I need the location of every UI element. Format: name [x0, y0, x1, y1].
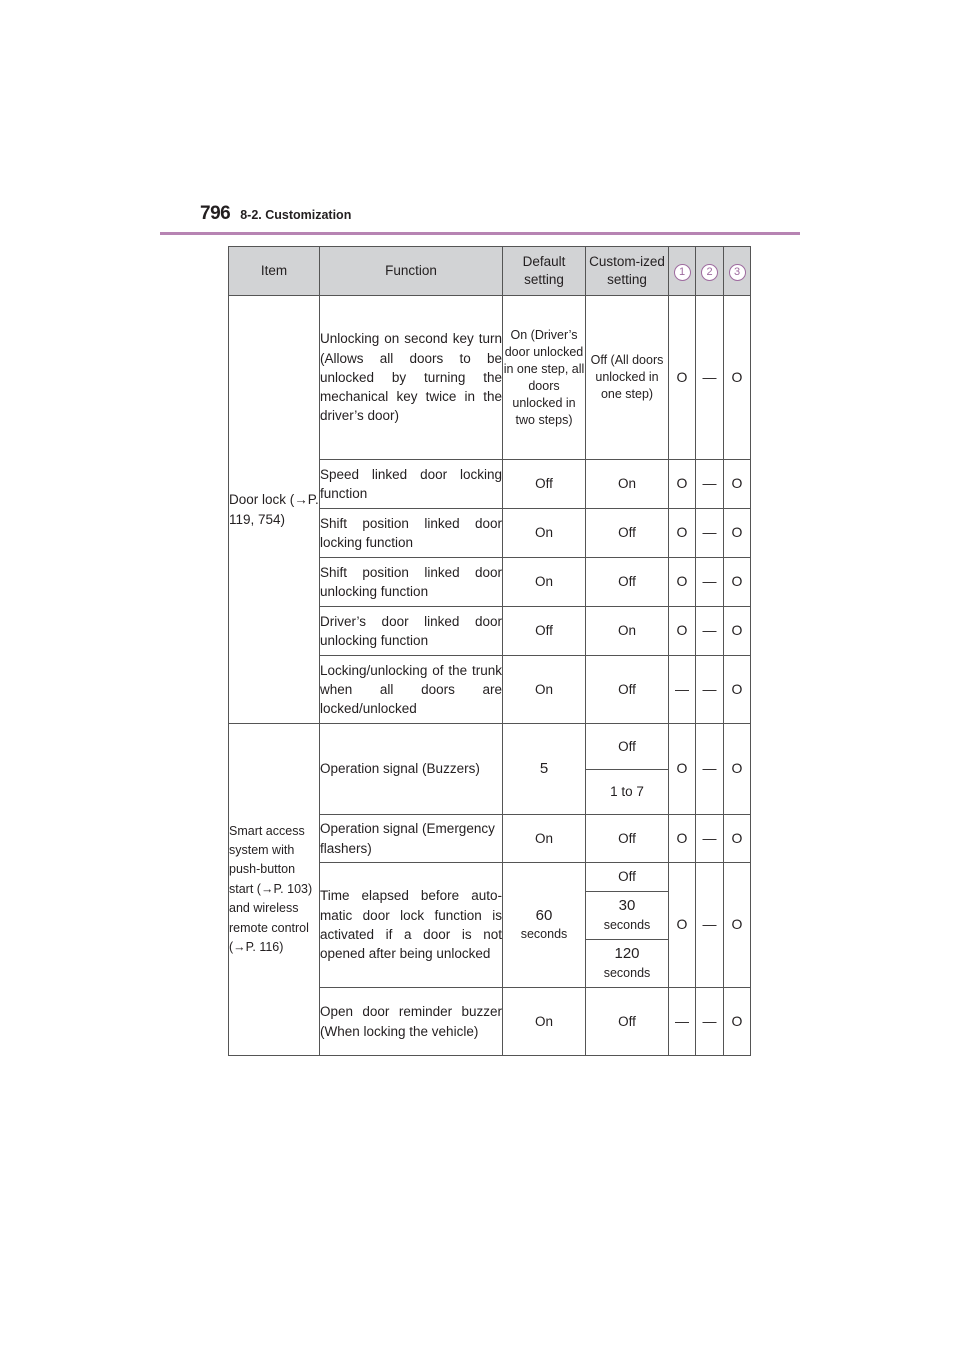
method-3-cell: O	[724, 460, 751, 509]
custom-cell: On	[586, 607, 669, 656]
method-2-cell: —	[696, 863, 724, 988]
default-cell: 5	[503, 724, 586, 815]
function-cell: Locking/unlocking of the trunk when all doors are locked/unlocked	[320, 656, 503, 724]
custom-unit: seconds	[603, 917, 651, 932]
method-2-cell: —	[696, 460, 724, 509]
method-1-cell: O	[669, 724, 696, 815]
default-cell: On	[503, 988, 586, 1056]
custom-cell: Off	[586, 558, 669, 607]
function-cell: Time elapsed before auto-matic door lock function is activated if a door is not opened after being unlocked	[320, 863, 503, 988]
default-unit: seconds	[520, 927, 568, 941]
header-divider	[160, 232, 800, 235]
custom-cell: Off	[586, 988, 669, 1056]
function-cell: Operation signal (Buzzers)	[320, 724, 503, 815]
custom-cell: Off	[586, 656, 669, 724]
method-2-cell: —	[696, 607, 724, 656]
method-2-cell: —	[696, 815, 724, 863]
page-header	[200, 203, 351, 225]
custom-cell	[586, 892, 669, 940]
header-customized-setting: Custom-ized setting	[586, 247, 669, 296]
method-1-cell: O	[669, 296, 696, 460]
method-3-cell: O	[724, 863, 751, 988]
item-smart-access: Smart access system with push-button start (→P. 103) and wireless remote control (→P. 116)	[229, 724, 320, 1056]
default-cell: Off	[503, 460, 586, 509]
method-1-cell: O	[669, 509, 696, 558]
method-3-cell: O	[724, 296, 751, 460]
function-cell: Speed linked door locking function	[320, 460, 503, 509]
method-3-cell: O	[724, 724, 751, 815]
default-cell: On (Driver’s door unlocked in one step, all doors unlocked in two steps)	[503, 296, 586, 460]
method-3-cell: O	[724, 607, 751, 656]
default-cell: On	[503, 656, 586, 724]
method-1-cell: O	[669, 558, 696, 607]
header-method-1	[669, 247, 696, 296]
custom-value: 30	[618, 897, 636, 915]
custom-value: 120	[614, 945, 640, 963]
default-cell: On	[503, 815, 586, 863]
function-cell: Operation signal (Emergency flashers)	[320, 815, 503, 863]
method-2-cell: —	[696, 296, 724, 460]
circled-number-3-icon: 3	[729, 264, 746, 281]
custom-cell: Off	[586, 815, 669, 863]
method-2-cell: —	[696, 724, 724, 815]
method-1-cell: O	[669, 863, 696, 988]
circled-number-2-icon: 2	[701, 264, 718, 281]
section-title: 8-2. Customization	[240, 208, 352, 222]
function-cell: Shift position linked door unlocking function	[320, 558, 503, 607]
method-1-cell: —	[669, 988, 696, 1056]
function-cell: Open door reminder buzzer (When locking the vehicle)	[320, 988, 503, 1056]
table-header-row	[229, 247, 751, 296]
method-3-cell: O	[724, 558, 751, 607]
custom-cell: On	[586, 460, 669, 509]
default-cell: On	[503, 558, 586, 607]
customization-table	[228, 246, 751, 1056]
method-1-cell: O	[669, 460, 696, 509]
method-2-cell: —	[696, 509, 724, 558]
default-cell: Off	[503, 607, 586, 656]
item-door-lock: Door lock (→P. 119, 754)	[229, 296, 320, 724]
method-2-cell: —	[696, 988, 724, 1056]
circled-number-1-icon: 1	[674, 264, 691, 281]
table-row	[229, 724, 751, 770]
default-cell: On	[503, 509, 586, 558]
header-item: Item	[229, 247, 320, 296]
method-3-cell: O	[724, 815, 751, 863]
default-value: 60	[535, 906, 553, 924]
custom-cell: Off	[586, 509, 669, 558]
function-cell: Shift position linked door locking function	[320, 509, 503, 558]
custom-cell: Off	[586, 724, 669, 770]
method-1-cell: —	[669, 656, 696, 724]
custom-unit: seconds	[603, 965, 651, 980]
method-2-cell: —	[696, 558, 724, 607]
method-1-cell: O	[669, 815, 696, 863]
header-function: Function	[320, 247, 503, 296]
custom-cell	[586, 940, 669, 988]
function-cell: Unlocking on second key turn (Allows all doors to be unlocked by turning the mechanical key twice in the driver’s door)	[320, 296, 503, 460]
custom-cell: Off (All doors unlocked in one step)	[586, 296, 669, 460]
method-3-cell: O	[724, 988, 751, 1056]
table-row	[229, 296, 751, 460]
header-default-setting: Default setting	[503, 247, 586, 296]
method-3-cell: O	[724, 656, 751, 724]
function-cell: Driver’s door linked door unlocking function	[320, 607, 503, 656]
page-number: 796	[200, 203, 231, 224]
header-method-3	[724, 247, 751, 296]
custom-cell: Off	[586, 863, 669, 892]
default-cell	[503, 863, 586, 988]
method-1-cell: O	[669, 607, 696, 656]
custom-cell: 1 to 7	[586, 770, 669, 815]
header-method-2	[696, 247, 724, 296]
method-3-cell: O	[724, 509, 751, 558]
method-2-cell: —	[696, 656, 724, 724]
